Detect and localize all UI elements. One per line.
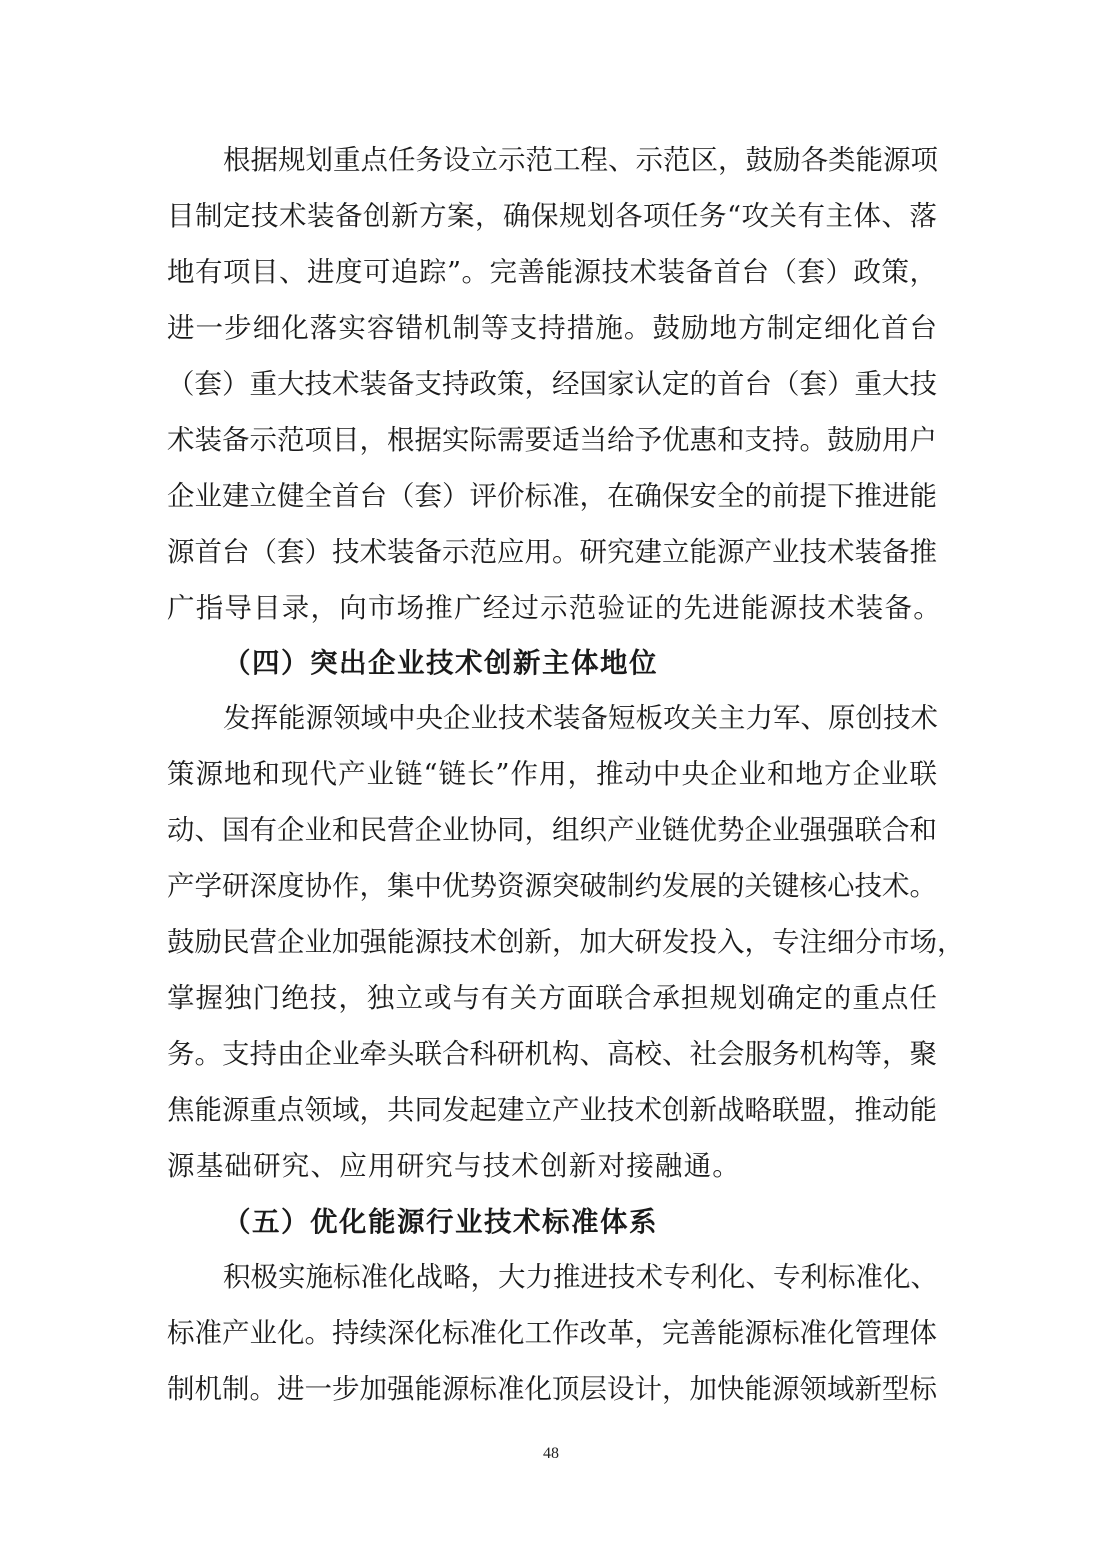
page-number: 48: [543, 1445, 559, 1462]
paragraph-line: 术装备示范项目，根据实际需要适当给予优惠和支持。鼓励用户: [167, 424, 937, 456]
section-heading: （四）突出企业技术创新主体地位: [223, 647, 658, 679]
paragraph-line: （套）重大技术装备支持政策，经国家认定的首台（套）重大技: [167, 368, 937, 400]
paragraph-line: 产学研深度协作，集中优势资源突破制约发展的关键核心技术。: [167, 870, 937, 902]
paragraph-line: 发挥能源领域中央企业技术装备短板攻关主力军、原创技术: [223, 702, 938, 734]
paragraph-line: 地有项目、进度可追踪”。完善能源技术装备首台（套）政策，: [167, 256, 937, 288]
paragraph-line: 焦能源重点领域，共同发起建立产业技术创新战略联盟，推动能: [167, 1094, 937, 1126]
paragraph-line: 动、国有企业和民营企业协同，组织产业链优势企业强强联合和: [167, 814, 937, 846]
paragraph-line: 积极实施标准化战略，大力推进技术专利化、专利标准化、: [223, 1261, 938, 1293]
paragraph-line: 制机制。进一步加强能源标准化顶层设计，加快能源领域新型标: [167, 1373, 937, 1405]
paragraph-line: 鼓励民营企业加强能源技术创新，加大研发投入，专注细分市场，: [167, 926, 965, 958]
paragraph-line: 进一步细化落实容错机制等支持措施。鼓励地方制定细化首台: [167, 312, 937, 344]
paragraph-line: 务。支持由企业牵头联合科研机构、高校、社会服务机构等，聚: [167, 1038, 937, 1070]
paragraph-line: 根据规划重点任务设立示范工程、示范区，鼓励各类能源项: [223, 144, 938, 176]
paragraph-line: 掌握独门绝技，独立或与有关方面联合承担规划确定的重点任: [167, 982, 937, 1014]
paragraph-line: 广指导目录，向市场推广经过示范验证的先进能源技术装备。: [167, 592, 942, 624]
paragraph-line: 标准产业化。持续深化标准化工作改革，完善能源标准化管理体: [167, 1317, 937, 1349]
section-heading: （五）优化能源行业技术标准体系: [223, 1206, 658, 1238]
paragraph-line: 策源地和现代产业链“链长”作用，推动中央企业和地方企业联: [167, 758, 937, 790]
paragraph-line: 目制定技术装备创新方案，确保规划各项任务“攻关有主体、落: [167, 200, 937, 232]
paragraph-line: 源基础研究、应用研究与技术创新对接融通。: [167, 1150, 741, 1182]
paragraph-line: 源首台（套）技术装备示范应用。研究建立能源产业技术装备推: [167, 536, 937, 568]
paragraph-line: 企业建立健全首台（套）评价标准，在确保安全的前提下推进能: [167, 480, 937, 512]
